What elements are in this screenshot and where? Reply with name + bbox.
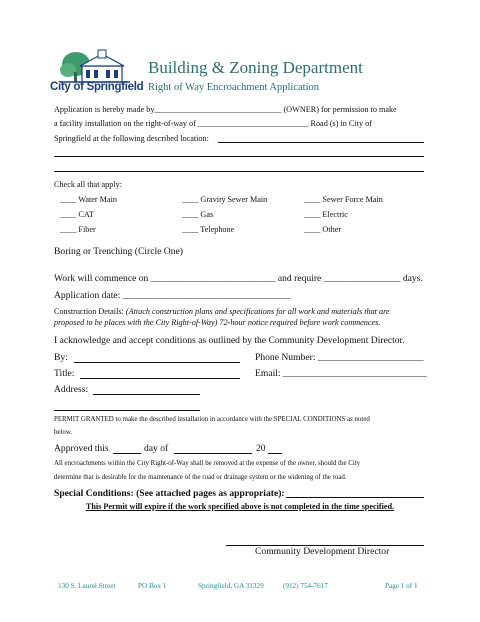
footer-po-box: PO Box 1 — [138, 582, 167, 590]
permit-expiration-notice: This Permit will expire if the work specified above is not completed in the time specified. — [85, 502, 395, 511]
logo-text: City of Springfield — [50, 81, 144, 93]
checklist-heading: Check all that apply: — [54, 180, 122, 189]
footer-page-number: Page 1 of 1 — [385, 582, 418, 590]
address-label: Address: — [54, 384, 89, 395]
footer-address: 130 S. Laurel Street — [58, 582, 116, 590]
days-field[interactable]: ________________ — [323, 273, 401, 284]
encroachment-line-1: All encroachments within the City Right-of-Way shall be removed at the expense of the owner, should the City — [54, 460, 361, 467]
email-label: Email: — [255, 368, 281, 379]
encroachment-line-2: determine that is desirable for the maintenance of the road or drainage system or the widening of the road. — [54, 474, 347, 481]
form-subtitle: Right of Way Encroachment Application — [148, 82, 320, 93]
construction-text: (Attach construction plans and specifications for all work and materials that are — [125, 307, 390, 316]
road-field[interactable]: ___________________________ — [197, 119, 309, 128]
email-field[interactable]: ______________________________ — [282, 368, 427, 379]
require-label: and require — [277, 273, 322, 284]
phone-line — [255, 352, 423, 363]
special-conditions-field[interactable] — [286, 497, 424, 498]
check-sewer-force[interactable]: ____ Sewer Force Main — [304, 195, 383, 204]
application-date-label: Application date: — [54, 290, 121, 301]
approved-label: Approved this — [54, 443, 109, 454]
permit-granted-line-2: below. — [54, 429, 73, 436]
day-of-label: day of — [144, 443, 169, 454]
location-field-line-2[interactable] — [54, 156, 424, 157]
title-field[interactable] — [80, 378, 240, 379]
construction-details-line-1 — [54, 307, 390, 316]
address-field[interactable] — [93, 394, 200, 395]
footer-phone: (912) 754-7617 — [283, 582, 328, 590]
check-cat[interactable]: ____ CAT — [60, 210, 94, 219]
check-fiber[interactable]: ____ Fiber — [60, 225, 96, 234]
commence-label: Work will commence on — [54, 273, 149, 284]
intro-text: Road (s) in City of — [310, 119, 372, 128]
intro-label: Application is hereby made by — [54, 105, 155, 114]
days-label: days. — [402, 273, 423, 284]
intro-line-1 — [54, 105, 397, 114]
department-title: Building & Zoning Department — [148, 58, 363, 77]
address-field-line-2[interactable] — [54, 410, 200, 411]
check-other[interactable]: ____ Other — [304, 225, 342, 234]
acknowledge-statement: I acknowledge and accept conditions as outlined by the Community Development Director. — [54, 335, 405, 346]
check-gravity-sewer[interactable]: ____ Gravity Sewer Main — [182, 195, 268, 204]
by-label: By: — [54, 352, 68, 363]
application-date-field[interactable]: ___________________________________ — [122, 290, 291, 301]
year-label: 20 — [256, 443, 266, 454]
email-line — [255, 368, 427, 379]
intro-line-2 — [54, 119, 372, 128]
approved-year-field[interactable] — [268, 453, 282, 454]
approved-day-field[interactable] — [113, 453, 141, 454]
check-gas[interactable]: ____ Gas — [182, 210, 214, 219]
intro-text: (OWNER) for permission to make — [283, 105, 397, 114]
approved-month-field[interactable] — [174, 453, 252, 454]
title-label: Title: — [54, 368, 75, 379]
owner-field[interactable]: _______________________________ — [154, 105, 282, 114]
footer-city: Springfield, GA 31329 — [198, 582, 264, 590]
application-date-line — [54, 290, 291, 301]
intro-label: a facility installation on the right-of-way of — [54, 119, 196, 128]
by-field[interactable] — [74, 362, 240, 363]
phone-field[interactable]: ______________________ — [317, 352, 424, 363]
construction-label: Construction Details: — [54, 307, 124, 316]
construction-details-line-2: proposed to be places with the City Right-of-Way) 72-hour notice required before work commences. — [54, 318, 381, 327]
check-telephone[interactable]: ____ Telephone — [182, 225, 235, 234]
location-field-line-3[interactable] — [54, 171, 424, 172]
location-label: Springfield at the following described location: — [54, 134, 209, 143]
permit-granted-line-1: PERMIT GRANTED to make the described installation in accordance with the SPECIAL CONDITIONS as noted — [54, 416, 370, 423]
director-signature-label: Community Development Director — [255, 546, 390, 557]
commence-line — [54, 273, 423, 284]
check-water-main[interactable]: ____ Water Main — [60, 195, 117, 204]
location-field[interactable] — [218, 142, 424, 143]
check-electric[interactable]: ____ Electric — [304, 210, 348, 219]
special-conditions-label: Special Conditions: (See attached pages as appropriate): — [54, 488, 285, 499]
phone-label: Phone Number: — [255, 352, 316, 363]
commence-date-field[interactable]: __________________________ — [150, 273, 276, 284]
boring-trenching-choice[interactable]: Boring or Trenching (Circle One) — [54, 246, 183, 257]
